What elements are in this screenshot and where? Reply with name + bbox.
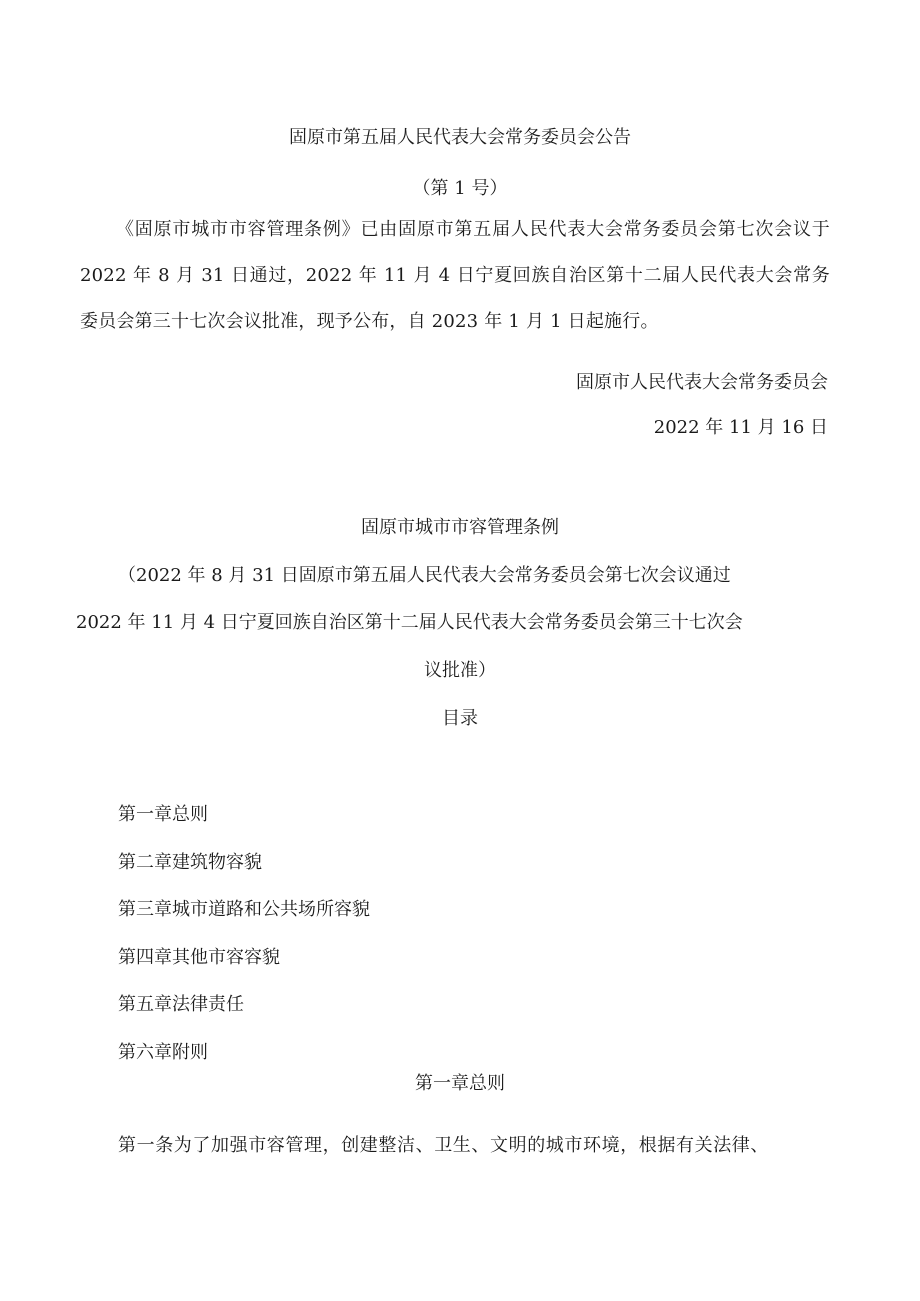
- toc-item: 第六章附则: [118, 1042, 208, 1063]
- toc-heading: 目录: [442, 708, 478, 729]
- notice-signatory: 固原市人民代表大会常务委员会: [576, 372, 828, 393]
- toc-item: 第一章总则: [118, 804, 208, 825]
- toc-item: 第五章法律责任: [118, 994, 244, 1015]
- toc-item: 第二章建筑物容貌: [118, 852, 262, 873]
- approval-line-3: 议批准）: [424, 660, 496, 681]
- notice-title: 固原市第五届人民代表大会常务委员会公告: [289, 127, 631, 148]
- chapter-1-heading: 第一章总则: [415, 1073, 505, 1094]
- notice-date: 2022 年 11 月 16 日: [653, 417, 828, 438]
- toc-item: 第三章城市道路和公共场所容貌: [118, 899, 370, 920]
- toc-item: 第四章其他市容容貌: [118, 947, 280, 968]
- approval-line-2: 2022 年 11 月 4 日宁夏回族自治区第十二届人民代表大会常务委员会第三十七次会: [76, 612, 743, 633]
- notice-body: 《固原市城市市容管理条例》已由固原市第五届人民代表大会常务委员会第七次会议于 2022 年 8 月 31 日通过，2022 年 11 月 4 日宁夏回族自治区第十二届人民代表大会常务委员会第三十七次会议批准，现予公布，自 2023 年 1 月 1 日起施行。: [80, 219, 830, 332]
- notice-number: （第 1 号）: [412, 178, 508, 199]
- approval-line-1: （2022 年 8 月 31 日固原市第五届人民代表大会常务委员会第七次会议通过: [118, 565, 731, 586]
- article-1: 第一条为了加强市容管理，创建整洁、卫生、文明的城市环境，根据有关法律、: [118, 1135, 769, 1156]
- regulation-title: 固原市城市市容管理条例: [361, 517, 559, 538]
